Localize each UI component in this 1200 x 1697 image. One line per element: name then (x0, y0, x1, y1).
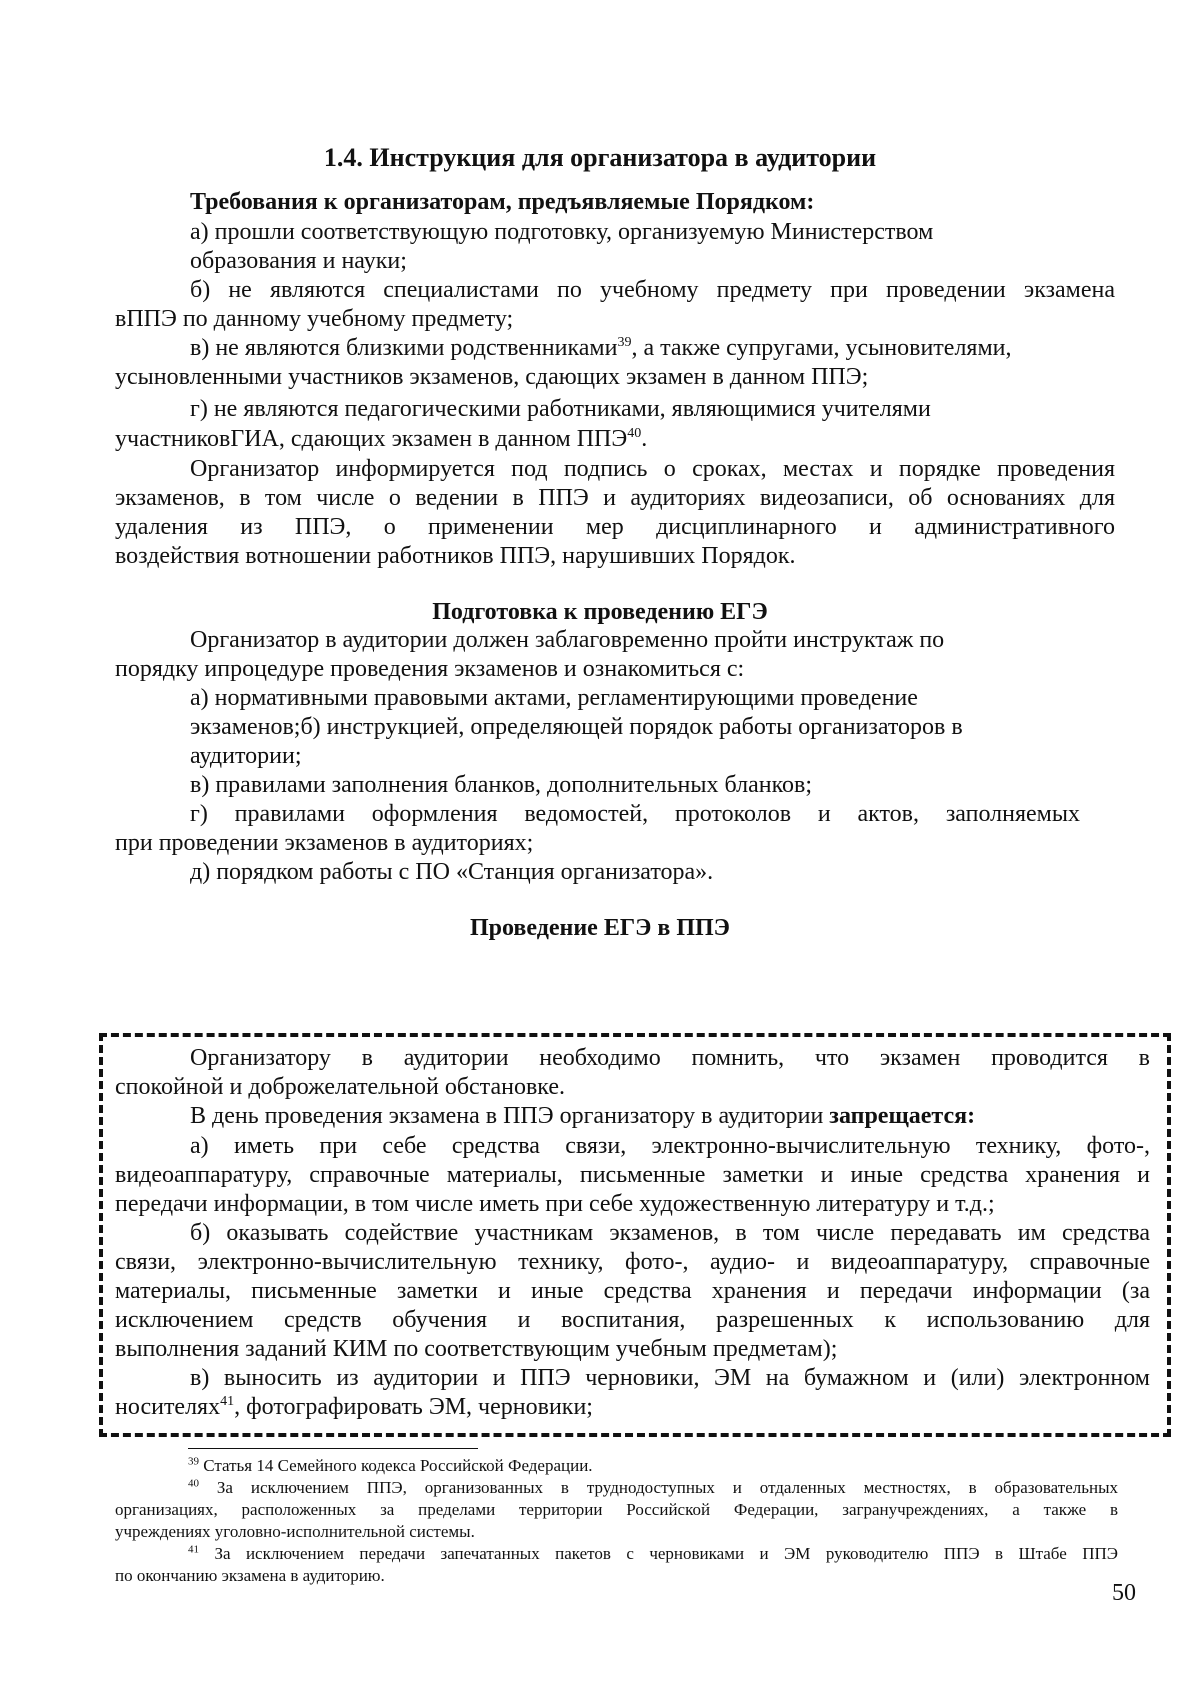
prohib-b-line4: исключением средств обучения и воспитания, разрешенных к использованию для (115, 1307, 1150, 1333)
prohib-b-line5: выполнения заданий КИМ по соответствующим учебным предметам); (115, 1336, 838, 1362)
prep-a-line2: экзаменов;б) инструкцией, определяющей порядок работы организаторов в (190, 714, 963, 740)
prep-line2: порядку ипроцедуре проведения экзаменов и ознакомиться с: (115, 656, 745, 682)
prep-g-line2: при проведении экзаменов в аудиториях; (115, 830, 534, 856)
req-b-line2: вППЭ по данному учебному предмету; (115, 306, 514, 332)
prohib-v-line2: носителях$^{41}$, фотографировать ЭМ, черновики; (115, 1394, 593, 1420)
footnote-separator (188, 1448, 478, 1449)
footnote-40-line2: организациях, расположенных за пределами территории Российской Федерации, загранучреждениях, а также в (115, 1500, 1118, 1519)
req-v-line2: усыновленными участников экзаменов, сдающих экзамен в данном ППЭ; (115, 364, 869, 390)
requirements-heading: Требования к организаторам, предъявляемые Порядком: (190, 189, 815, 215)
conduct-remember-line2: спокойной и доброжелательной обстановке. (115, 1074, 565, 1100)
prep-a-line3: аудитории; (190, 743, 302, 769)
page-number: 50 (1112, 1580, 1136, 1606)
prohib-v-line1: в) выносить из аудитории и ППЭ черновики, ЭМ на бумажном и (или) электронном (190, 1365, 1150, 1391)
req-a-line2: образования и науки; (190, 248, 407, 274)
prohib-a-line3: передачи информации, в том числе иметь при себе художественную литературу и т.д.; (115, 1191, 995, 1217)
conduct-remember-line1: Организатору в аудитории необходимо помнить, что экзамен проводится в (190, 1045, 1150, 1071)
footnote-39: $^{39}$ Статья 14 Семейного кодекса Российской Федерации. (188, 1455, 593, 1475)
prep-a-line1: а) нормативными правовыми актами, регламентирующими проведение (190, 685, 918, 711)
preparation-heading: Подготовка к проведению ЕГЭ (432, 599, 768, 625)
footnote-ref-39: 39 (617, 335, 632, 350)
footnote-40-line1: $^{40}$ За исключением ППЭ, организованных в труднодоступных и отдаленных местностях, в образовательных (188, 1477, 1118, 1497)
conduct-heading: Проведение ЕГЭ в ППЭ (470, 915, 730, 941)
prep-v-line: в) правилами заполнения бланков, дополнительных бланков; (190, 772, 813, 798)
prep-d-line: д) порядком работы с ПО «Станция организатора». (190, 859, 714, 885)
footnote-ref-41: 41 (220, 1394, 235, 1409)
inform-line3: удаления из ППЭ, о применении мер дисциплинарного и административного (115, 514, 1115, 540)
req-v-line1: в) не являются близкими родственниками$^{39}$, а также супругами, усыновителями, (190, 335, 1012, 361)
prohib-b-line3: материалы, письменные заметки и иные средства хранения и передачи информации (за (115, 1278, 1150, 1304)
prep-g-line1: г) правилами оформления ведомостей, протоколов и актов, заполняемых (190, 801, 1080, 827)
prohib-b-line1: б) оказывать содействие участникам экзаменов, в том числе передавать им средства (190, 1220, 1150, 1246)
inform-line4: воздействия вотношении работников ППЭ, нарушивших Порядок. (115, 543, 796, 569)
prohibited-word: запрещается: (829, 1103, 976, 1129)
prep-line1: Организатор в аудитории должен заблаговременно пройти инструктаж по (190, 627, 945, 653)
req-b-line1: б) не являются специалистами по учебному предмету при проведении экзамена (190, 277, 1115, 303)
prohib-a-line1: а) иметь при себе средства связи, электронно-вычислительную технику, фото-, (190, 1133, 1150, 1159)
conduct-day-line: В день проведения экзамена в ППЭ организатору в аудитории запрещается: (190, 1103, 976, 1129)
prohib-a-line2: видеоаппаратуру, справочные материалы, письменные заметки и иные средства хранения и (115, 1162, 1150, 1188)
inform-line1: Организатор информируется под подпись о сроках, местах и порядке проведения (190, 456, 1115, 482)
prohib-b-line2: связи, электронно-вычислительную технику, фото-, аудио- и видеоаппаратуру, справочные (115, 1249, 1150, 1275)
footnote-40-line3: учреждениях уголовно-исполнительной системы. (115, 1522, 475, 1541)
footnote-ref-40: 40 (627, 426, 642, 441)
footnote-41-line1: $^{41}$ За исключением передачи запечатанных пакетов с черновиками и ЭМ руководителю ППЭ в Штабе ППЭ (188, 1543, 1118, 1563)
req-g-line1: г) не являются педагогическими работниками, являющимися учителями (190, 396, 931, 422)
inform-line2: экзаменов, в том числе о ведении в ППЭ и аудиториях видеозаписи, об основаниях для (115, 485, 1115, 511)
section-title: 1.4. Инструкция для организатора в аудитории (323, 143, 877, 172)
footnote-41-line2: по окончанию экзамена в аудиторию. (115, 1566, 385, 1585)
req-a-line1: а) прошли соответствующую подготовку, организуемую Министерством (190, 219, 934, 245)
req-g-line2: участниковГИА, сдающих экзамен в данном ППЭ$^{40}$. (115, 426, 648, 452)
